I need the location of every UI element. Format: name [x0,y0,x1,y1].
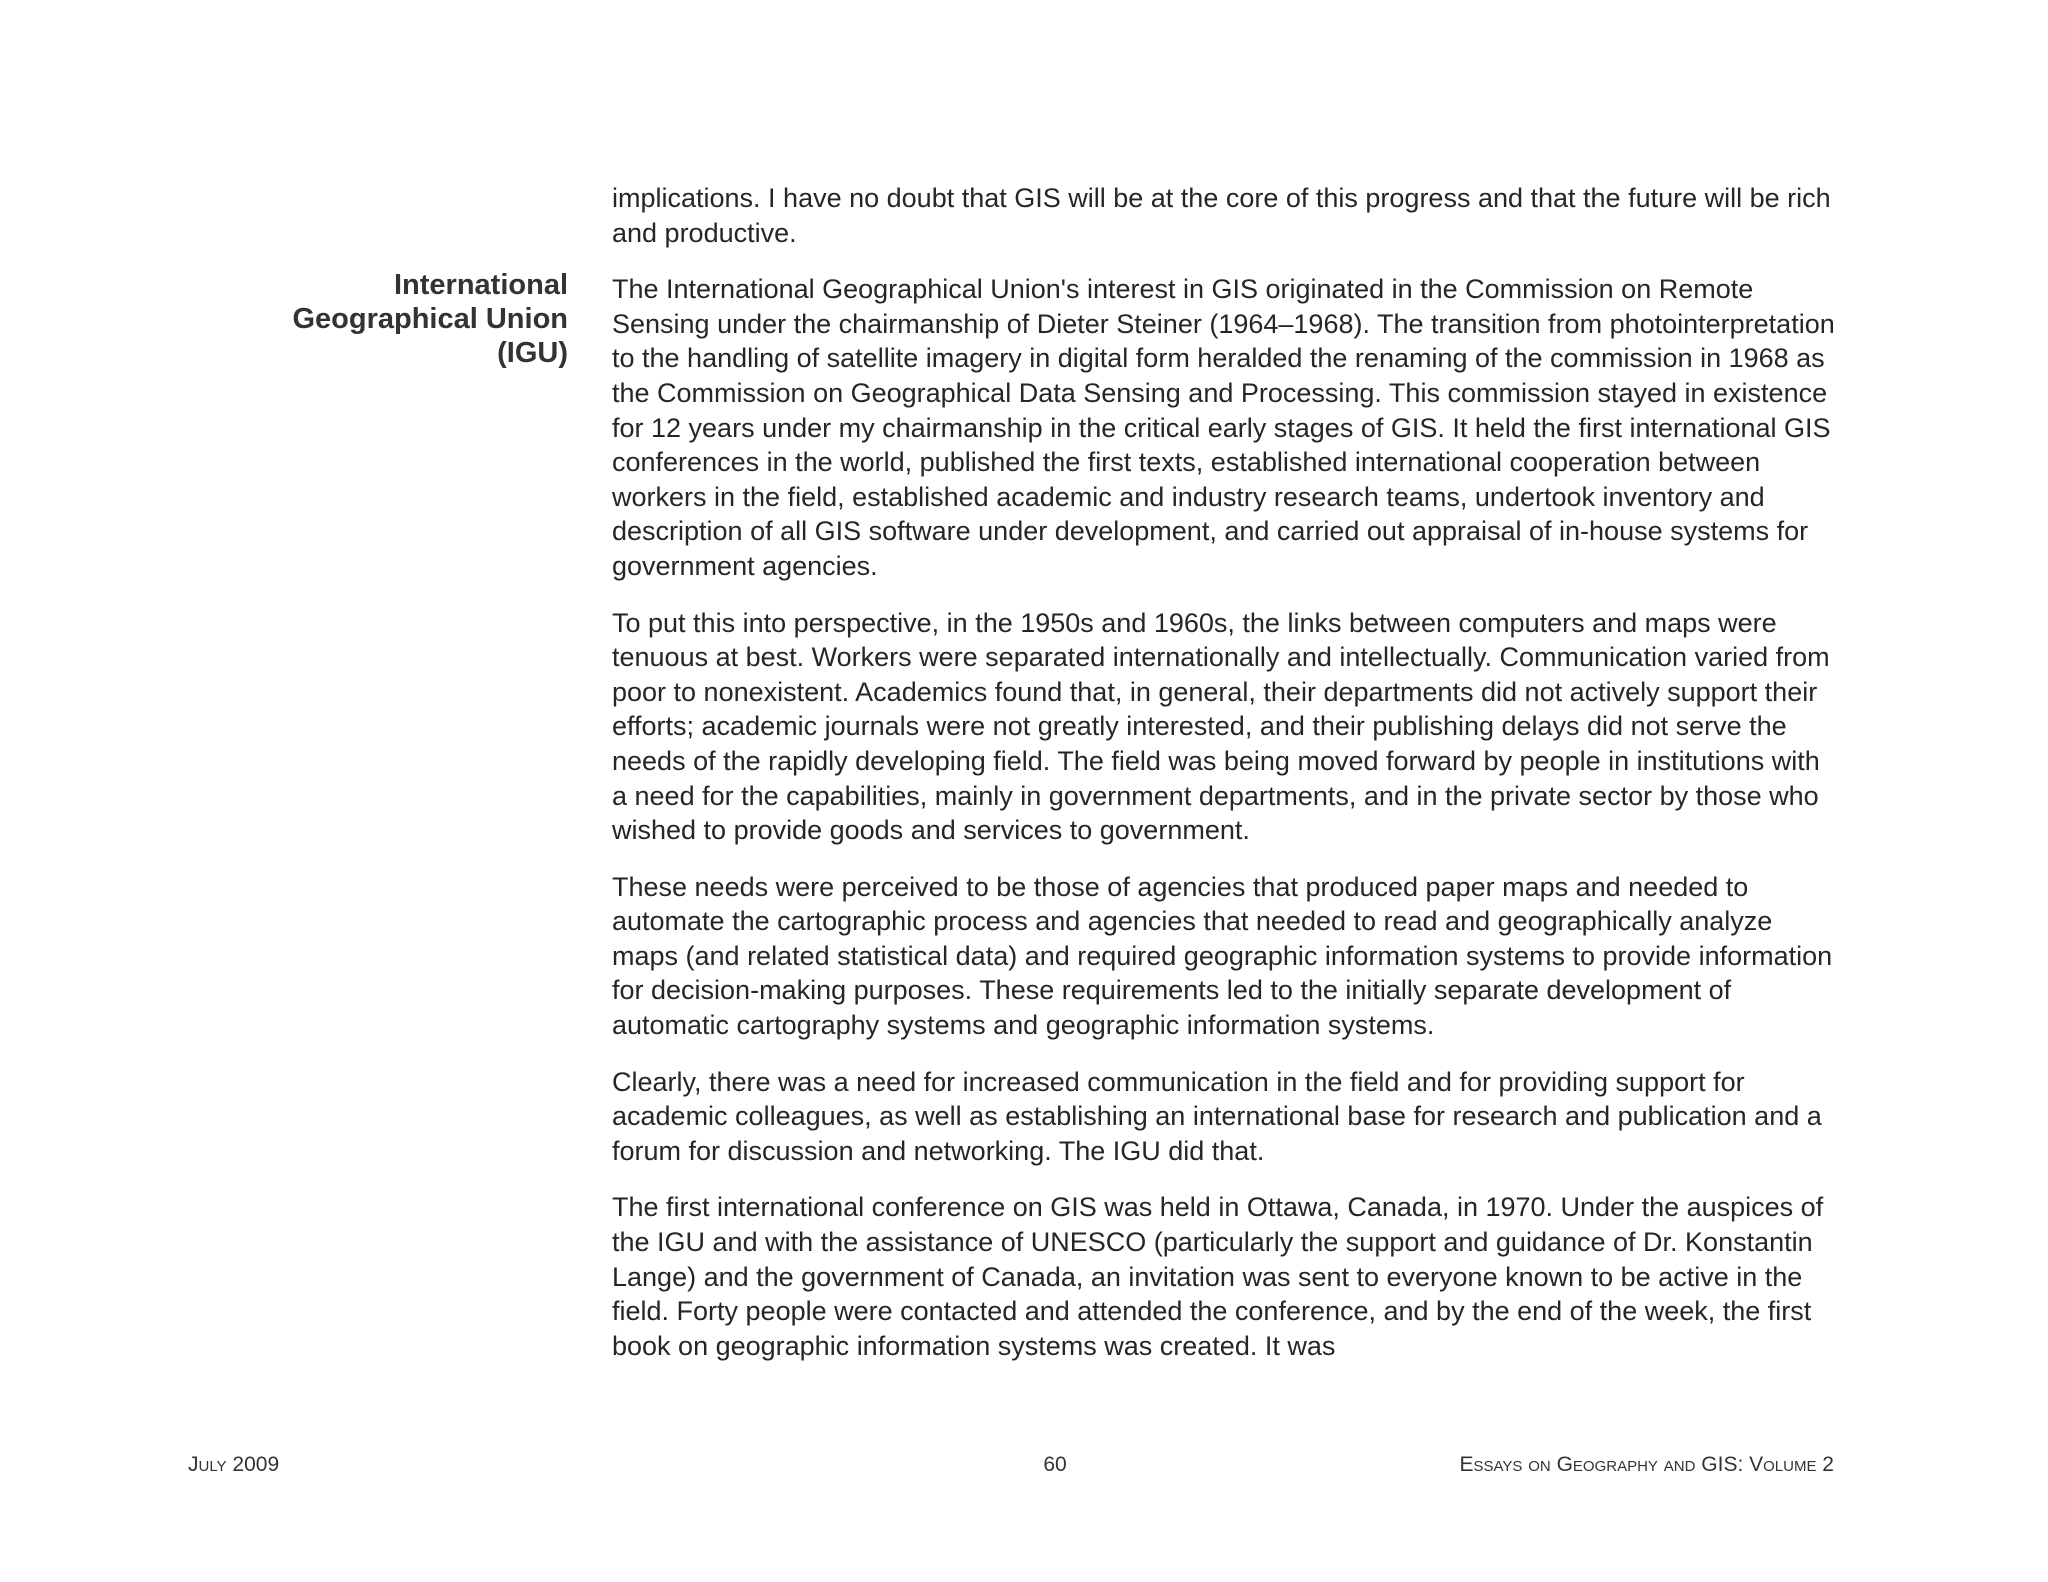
paragraph-first-conference: The first international conference on GIS was held in Ottawa, Canada, in 1970. Under the auspices of the IGU and with the assistance of UNESCO (particularly the support and guidance of Dr. Konstantin Lange) and the government of Canada, an invitation was sent to everyone known to be active in the field. Forty people were contacted and attended the conference, and by the end of the week, the first book on geographic information systems was created. It was [612,1192,1824,1361]
footer-publication-title: Essays on Geography and GIS: Volume 2 [1459,1453,1834,1476]
paragraph-communication: Clearly, there was a need for increased communication in the field and for providing support for academic colleagues, as well as establishing an international base for research and publication and a forum for discussion and networking. The IGU did that. [612,1066,1822,1166]
section-heading-line-3: (IGU) [497,337,568,369]
body-text [612,181,1842,1385]
paragraph-igu-interest: The International Geographical Union's interest in GIS originated in the Commission on Remote Sensing under the chairmanship of Dieter Steiner (1964–1968). The transition from photointerpretation to the handling of satellite imagery in digital form heralded the renaming of the commission in 1968 as the Commission on Geographical Data Sensing and Processing. This commission stayed in existence for 12 years under my chairmanship in the critical early stages of GIS. It held the first international GIS conferences in the world, published the first texts, established international cooperation between workers in the field, established academic and industry research teams, undertook inventory and description of all GIS software under development, and carried out appraisal of in-house systems for government agencies. [612,274,1835,581]
section-heading-line-2: Geographical Union [292,303,568,335]
section-heading [200,268,568,370]
paragraph-needs: These needs were perceived to be those of agencies that produced paper maps and needed to automate the cartographic process and agencies that needed to read and geographically analyze maps (and related statistical data) and required geographic information systems to provide information for decision-making purposes. These requirements led to the initially separate development of automatic cartography systems and geographic information systems. [612,871,1833,1041]
paragraph-continuation: implications. I have no doubt that GIS will be at the core of this progress and that the future will be rich and productive. [612,183,1831,248]
footer-date: July 2009 [188,1453,280,1476]
paragraph-perspective: To put this into perspective, in the 1950s and 1960s, the links between computers and maps were tenuous at best. Workers were separated internationally and intellectually. Communication varied from poor to nonexistent. Academics found that, in general, their departments did not actively support their efforts; academic journals were not greatly interested, and their publishing delays did not serve the needs of the rapidly developing field. The field was being moved forward by people in institutions with a need for the capabilities, mainly in government departments, and in the private sector by those who wished to provide goods and services to government. [612,607,1830,846]
page-number: 60 [1043,1453,1067,1476]
section-heading-line-1: International [393,269,568,301]
